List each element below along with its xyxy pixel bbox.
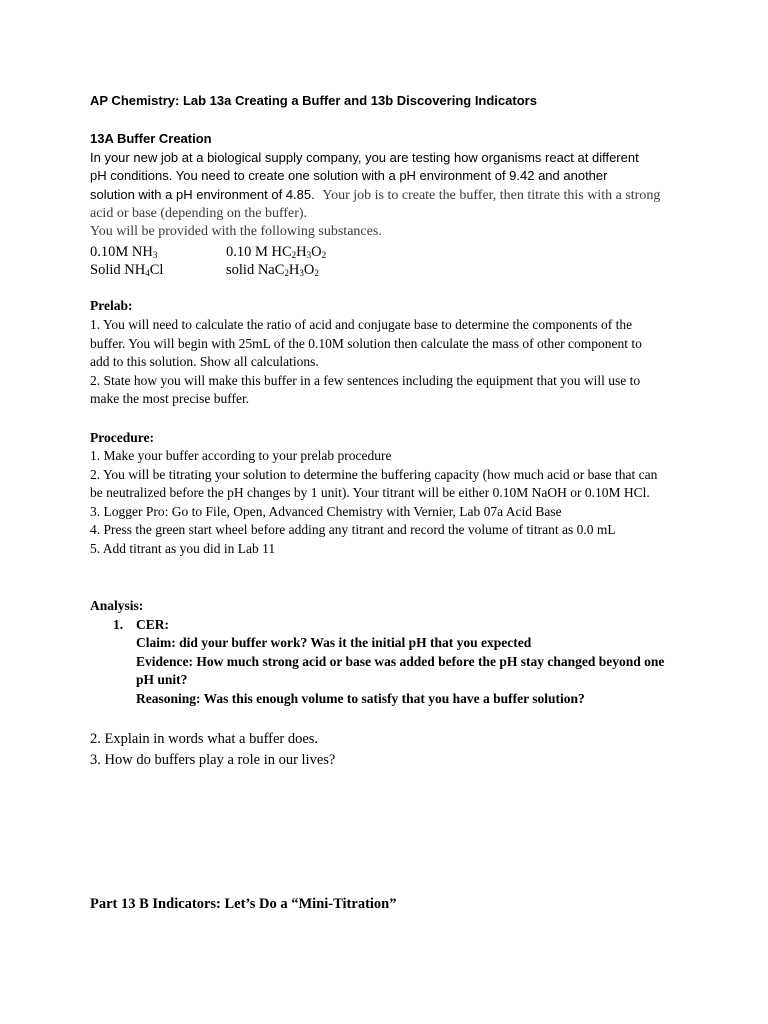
analysis-heading: Analysis: — [90, 598, 144, 613]
procedure-step: 4. Press the green start wheel before adding any titrant and record the volume of titrant as 0.0 mL — [90, 522, 616, 537]
substances-intro: You will be provided with the following substances. — [90, 224, 382, 239]
intro-line-3 — [90, 187, 660, 204]
substance-sodium-acetate: solid $NaC_2H_3O_2$ — [226, 262, 319, 278]
question-2: 2. Explain in words what a buffer does. — [90, 731, 319, 747]
prelab-line: make the most precise buffer. — [90, 391, 250, 406]
procedure-heading: Procedure: — [90, 430, 154, 445]
prelab-heading: Prelab: — [90, 298, 133, 313]
document-title: AP Chemistry: Lab 13a Creating a Buffer and 13b Discovering Indicators — [90, 93, 537, 108]
cer-evidence-cont: pH unit? — [136, 672, 188, 687]
cer-number: 1. — [113, 617, 124, 632]
procedure-step: 3. Logger Pro: Go to File, Open, Advanced Chemistry with Vernier, Lab 07a Acid Base — [90, 504, 562, 519]
intro-line-1: In your new job at a biological supply company, you are testing how organisms react at different — [90, 150, 639, 165]
cer-claim: Claim: did your buffer work? Was it the initial pH that you expected — [136, 635, 532, 650]
cer-reasoning: Reasoning: Was this enough volume to satisfy that you have a buffer solution? — [136, 691, 585, 706]
cer-label: CER: — [136, 617, 169, 632]
cer-evidence: Evidence: How much strong acid or base was added before the pH stay changed beyond one — [136, 654, 665, 669]
procedure-step: be neutralized before the pH changes by 1 unit). Your titrant will be either 0.10M NaOH or 0.10M HCl. — [90, 485, 650, 500]
substance-nh4cl: Solid $NH_4Cl$ — [90, 262, 164, 278]
substance-nh3: 0.10M $NH_3$ — [90, 244, 158, 260]
part-b-heading: Part 13 B Indicators: Let’s Do a “Mini-Titration” — [90, 896, 397, 912]
intro-task-line-2: acid or base (depending on the buffer). — [90, 206, 308, 221]
intro-task-text: Your job is to create the buffer, then titrate this with a strong — [322, 188, 661, 203]
intro-line-3-text: solution with a pH environment of 4.85. — [90, 187, 315, 202]
intro-line-2: pH conditions. You need to create one solution with a pH environment of 9.42 and another — [90, 168, 608, 183]
prelab-line: 2. State how you will make this buffer in a few sentences including the equipment that you will use to — [90, 373, 641, 388]
section-a-heading: 13A Buffer Creation — [90, 131, 212, 146]
procedure-step: 5. Add titrant as you did in Lab 11 — [90, 541, 276, 556]
prelab-line: 1. You will need to calculate the ratio of acid and conjugate base to determine the components of the — [90, 317, 633, 332]
question-3: 3. How do buffers play a role in our lives? — [90, 752, 336, 768]
prelab-line: buffer. You will begin with 25mL of the 0.10M solution then calculate the mass of other component to — [90, 336, 642, 351]
procedure-step: 1. Make your buffer according to your prelab procedure — [90, 448, 392, 463]
prelab-line: add to this solution. Show all calculations. — [90, 354, 319, 369]
substance-acetic-acid: 0.10 M $HC_2H_3O_2$ — [226, 244, 327, 260]
procedure-step: 2. You will be titrating your solution to determine the buffering capacity (how much acid or base that can — [90, 467, 658, 482]
